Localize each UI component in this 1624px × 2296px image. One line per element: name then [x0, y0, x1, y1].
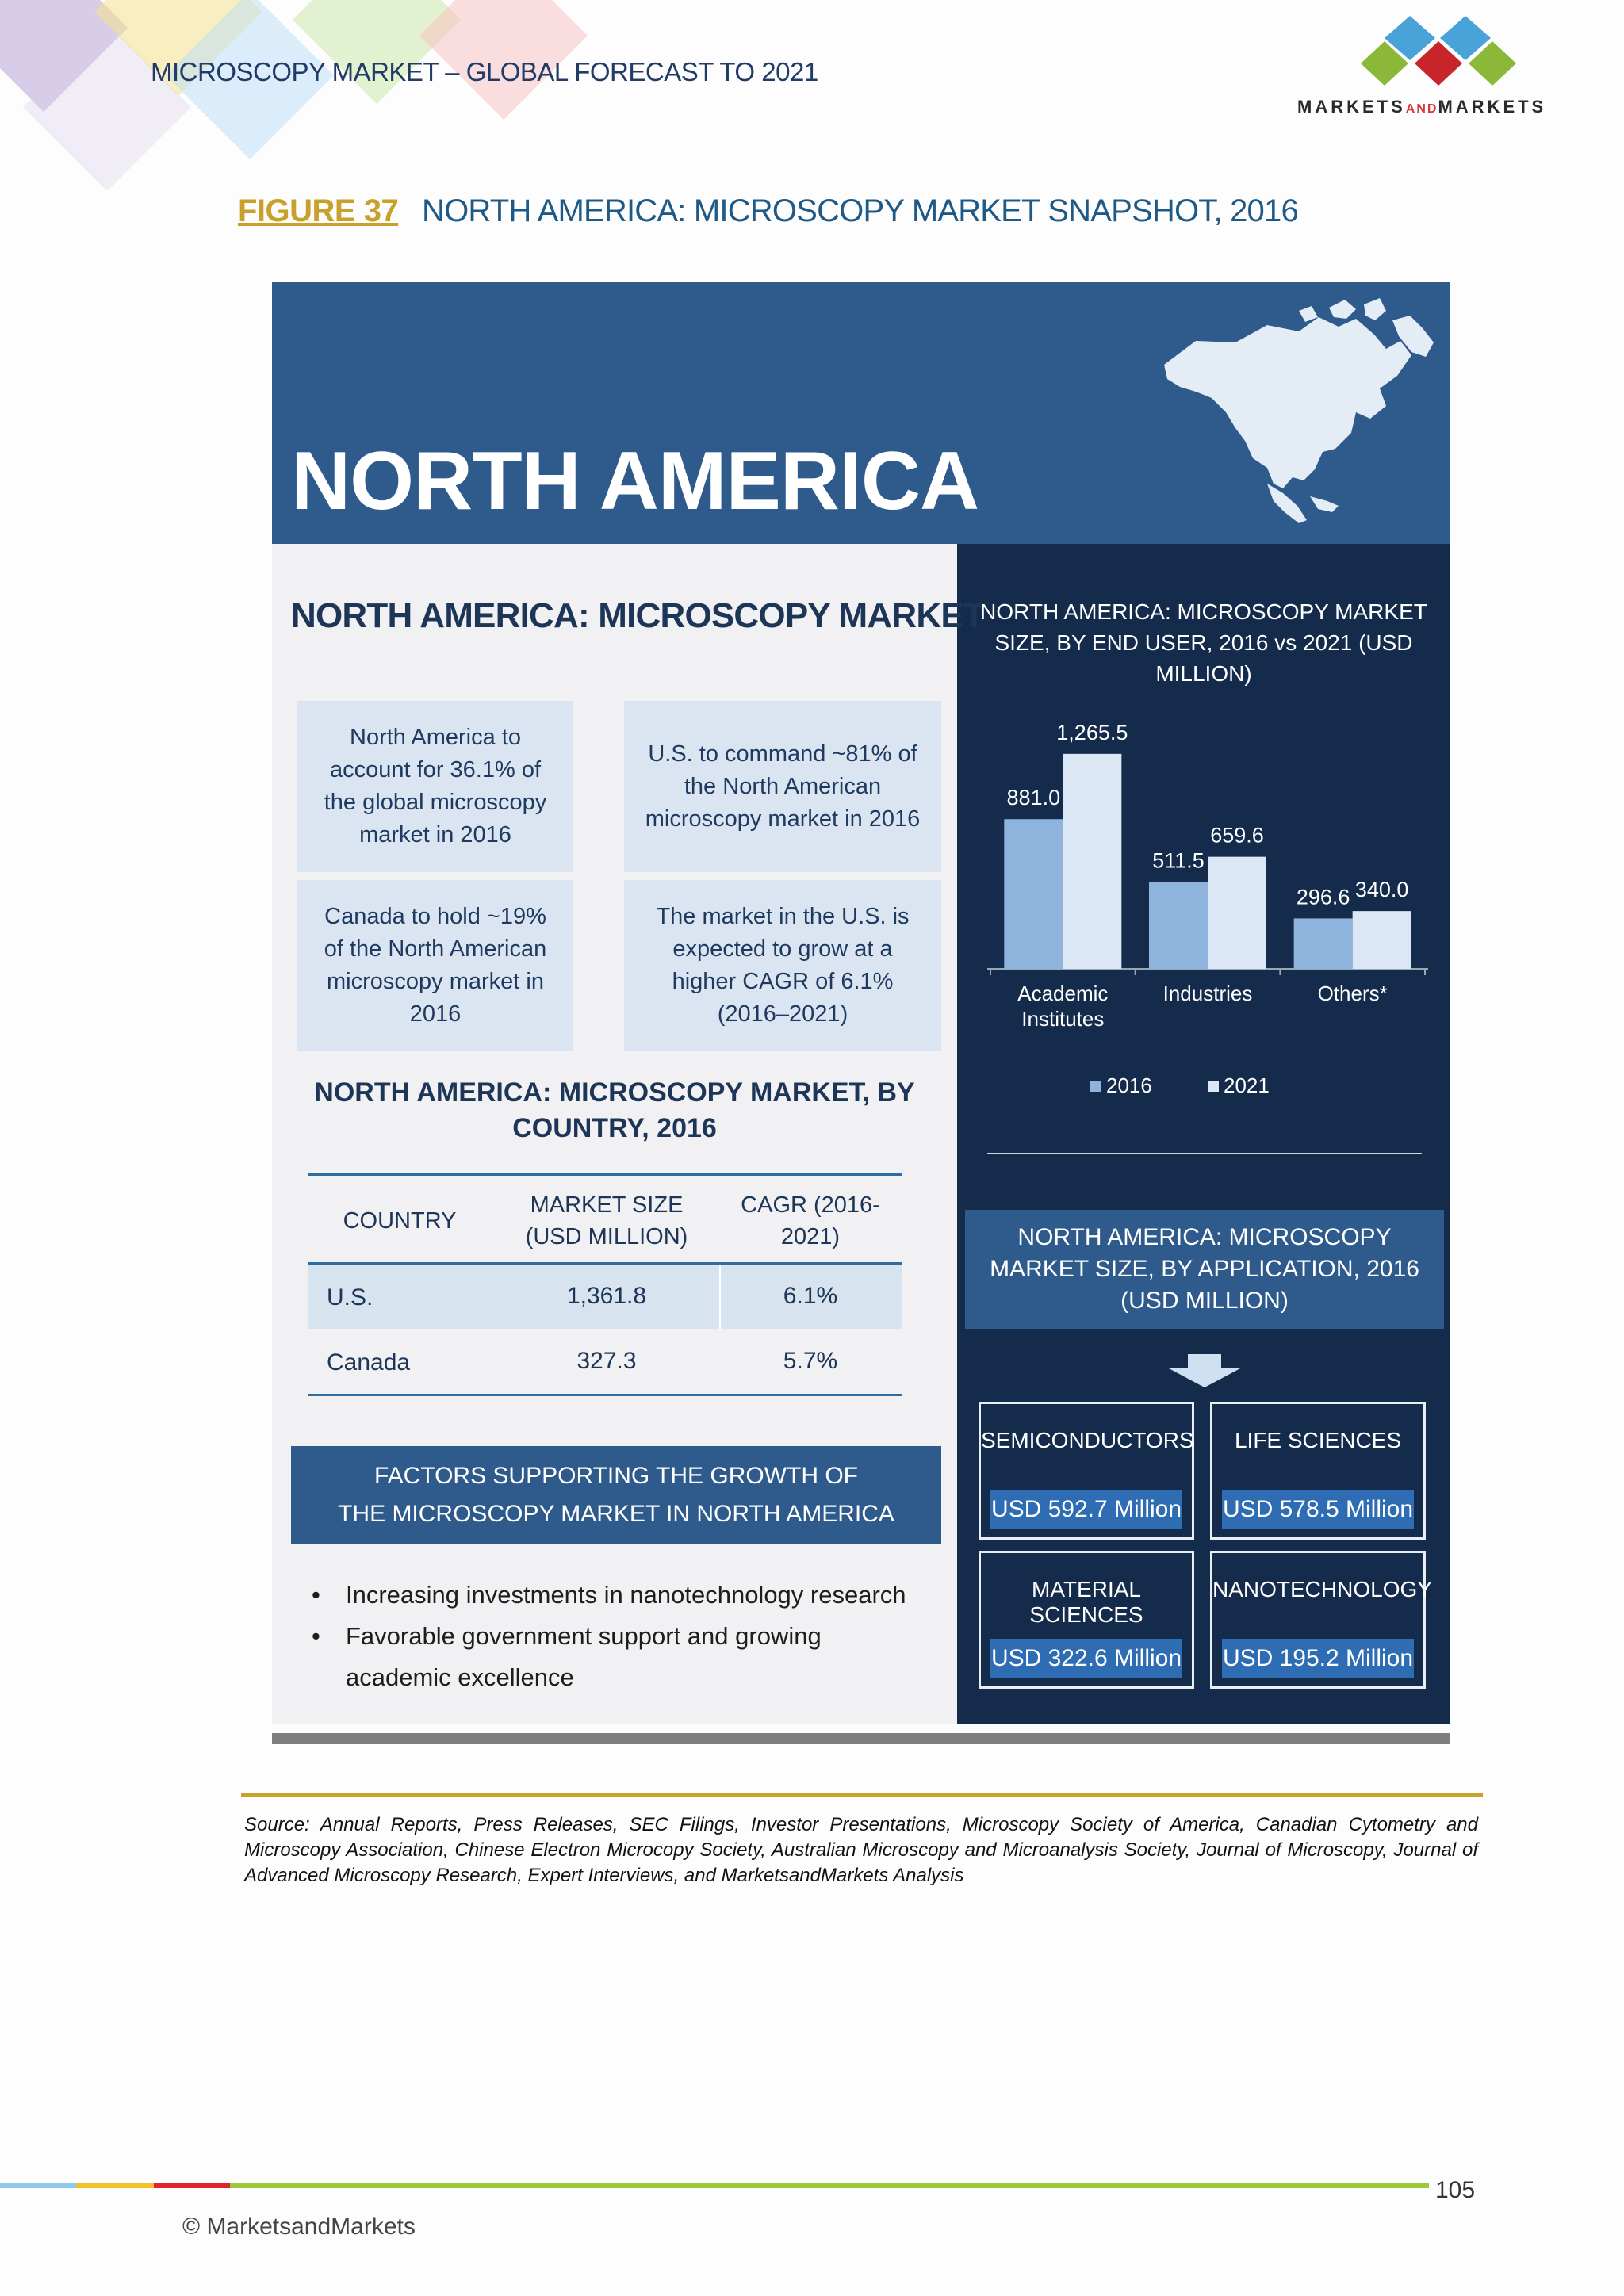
growth-factors-title-line1: FACTORS SUPPORTING THE GROWTH OF: [373, 1463, 859, 1489]
running-header-title: MICROSCOPY MARKET – GLOBAL FORECAST TO 2021: [151, 57, 818, 86]
application-card-life-sciences: [1210, 1402, 1426, 1540]
table-cell-cagr: 5.7%: [783, 1348, 838, 1374]
application-section-title: [965, 1210, 1444, 1329]
growth-factors-header: [291, 1446, 941, 1544]
snapshot-bottom-bar: [272, 1733, 1450, 1744]
application-name: SEMICONDUCTORS: [981, 1428, 1194, 1452]
page-number: 105: [1435, 2177, 1476, 2203]
figure-label: FIGURE 37: [238, 193, 399, 228]
application-value: USD 195.2 Million: [1222, 1639, 1414, 1678]
bar-2021: [1063, 754, 1121, 969]
bar-2021: [1208, 857, 1266, 969]
source-note: Source: Annual Reports, Press Releases, SEC Filings, Investor Presentations, Microscopy Society of America, Canadian Cytometry and Microscopy Association, Chinese Electron Microcopy Society, Australian Microscopy and Microanalysis Society, Journal of Microscopy, Journal of Advanced Microscopy Research, Expert Interviews, and MarketsandMarkets Analysis: [244, 1814, 1478, 1886]
table-cell-country: U.S.: [327, 1284, 373, 1311]
north-america-map-icon: [1148, 293, 1450, 531]
data-label: 659.6: [1210, 823, 1264, 848]
data-label: 296.6: [1296, 885, 1350, 909]
legend-swatch-2016: [1090, 1081, 1101, 1092]
copyright-notice: © MarketsandMarkets: [182, 2214, 416, 2240]
application-section-title-text: NORTH AMERICA: MICROSCOPY MARKET SIZE, BY APPLICATION, 2016 (USD MILLION): [990, 1224, 1419, 1314]
country-table-title: NORTH AMERICA: MICROSCOPY MARKET, BY COUNTRY, 2016: [314, 1077, 915, 1143]
category-label: Others*: [1317, 982, 1388, 1005]
fact-box-us-share: [624, 701, 941, 872]
application-value: USD 578.5 Million: [1222, 1490, 1414, 1529]
fact-box-canada-share: [297, 880, 573, 1051]
bar-2021: [1353, 911, 1411, 969]
data-label: 340.0: [1354, 878, 1409, 902]
data-label: 511.5: [1152, 848, 1205, 873]
legend-swatch-2021: [1208, 1081, 1219, 1092]
column-header-country: COUNTRY: [343, 1208, 457, 1234]
logo-word-markets-2: MARKETS: [1438, 97, 1547, 117]
data-label: 1,265.5: [1056, 720, 1128, 744]
arrow-down-icon: [1169, 1354, 1240, 1387]
table-cell-cagr: 6.1%: [783, 1283, 838, 1309]
bullet-icon: •: [312, 1622, 320, 1650]
figure-title: NORTH AMERICA: MICROSCOPY MARKET SNAPSHOT, 2016: [422, 193, 1298, 228]
fact-text: U.S. to command ~81% of the North American microscopy market in 2016: [645, 740, 921, 832]
footer-color-bar: [154, 2183, 230, 2188]
logo-word-and: AND: [1405, 102, 1438, 116]
footer-color-bar: [0, 2183, 76, 2188]
market-overview-title: NORTH AMERICA: MICROSCOPY MARKET: [291, 596, 984, 635]
category-label: Industries: [1162, 982, 1253, 1005]
growth-factor-item: Favorable government support and growing academic excellence: [346, 1622, 822, 1691]
fact-text: North America to account for 36.1% of the global microscopy market in 2016: [324, 725, 547, 848]
logo-word-markets: MARKETS: [1297, 97, 1406, 117]
application-value: USD 592.7 Million: [990, 1490, 1182, 1529]
bullet-icon: •: [312, 1581, 320, 1609]
table-top-rule: [308, 1173, 902, 1176]
application-value: USD 322.6 Million: [990, 1639, 1182, 1678]
table-cell-market-size: 327.3: [576, 1348, 637, 1374]
end-user-bar-chart: [957, 714, 1450, 1126]
legend-label: 2021: [1224, 1073, 1270, 1097]
table-cell-country: Canada: [327, 1349, 411, 1376]
end-user-chart-title: NORTH AMERICA: MICROSCOPY MARKET SIZE, BY END USER, 2016 vs 2021 (USD MILLION): [980, 599, 1427, 686]
table-cell-divider: [719, 1265, 721, 1329]
region-title: NORTH AMERICA: [291, 435, 979, 527]
source-rule: [241, 1793, 1483, 1797]
application-name: NANOTECHNOLOGY: [1212, 1577, 1432, 1601]
application-card-semiconductors: [979, 1402, 1194, 1540]
table-cell-market-size: 1,361.8: [566, 1283, 647, 1309]
application-name: MATERIAL SCIENCES: [1029, 1577, 1143, 1627]
column-header-market-size: MARKET SIZE (USD MILLION): [525, 1192, 688, 1249]
legend-label: 2016: [1106, 1073, 1152, 1097]
bar-2016: [1004, 819, 1063, 969]
fact-text: Canada to hold ~19% of the North American microscopy market in 2016: [324, 904, 547, 1027]
marketsandmarkets-logo-icon: [1361, 14, 1516, 90]
application-card-material-sciences: [979, 1551, 1194, 1689]
fact-text: The market in the U.S. is expected to grow at a higher CAGR of 6.1% (2016–2021): [656, 904, 910, 1027]
fact-box-us-growth: [624, 880, 941, 1051]
table-bottom-rule: [308, 1394, 902, 1396]
bar-2016: [1294, 918, 1353, 969]
category-label: Institutes: [1021, 1007, 1105, 1031]
footer-color-bar: [76, 2183, 154, 2188]
data-label: 881.0: [1006, 786, 1061, 810]
chart-separator: [987, 1153, 1422, 1154]
application-card-nanotechnology: [1210, 1551, 1432, 1689]
footer-color-bar: [230, 2183, 1429, 2188]
fact-box-share: [297, 701, 573, 872]
application-name: LIFE SCIENCES: [1234, 1428, 1402, 1452]
table-header-rule: [308, 1262, 902, 1265]
bar-2016: [1149, 882, 1208, 969]
category-label: Academic: [1017, 982, 1109, 1005]
growth-factors-title-line2: THE MICROSCOPY MARKET IN NORTH AMERICA: [338, 1501, 894, 1527]
column-header-cagr: CAGR (2016-2021): [741, 1192, 880, 1249]
logo-wordmark: [1297, 97, 1546, 117]
growth-factor-item: Increasing investments in nanotechnology research: [346, 1581, 906, 1609]
